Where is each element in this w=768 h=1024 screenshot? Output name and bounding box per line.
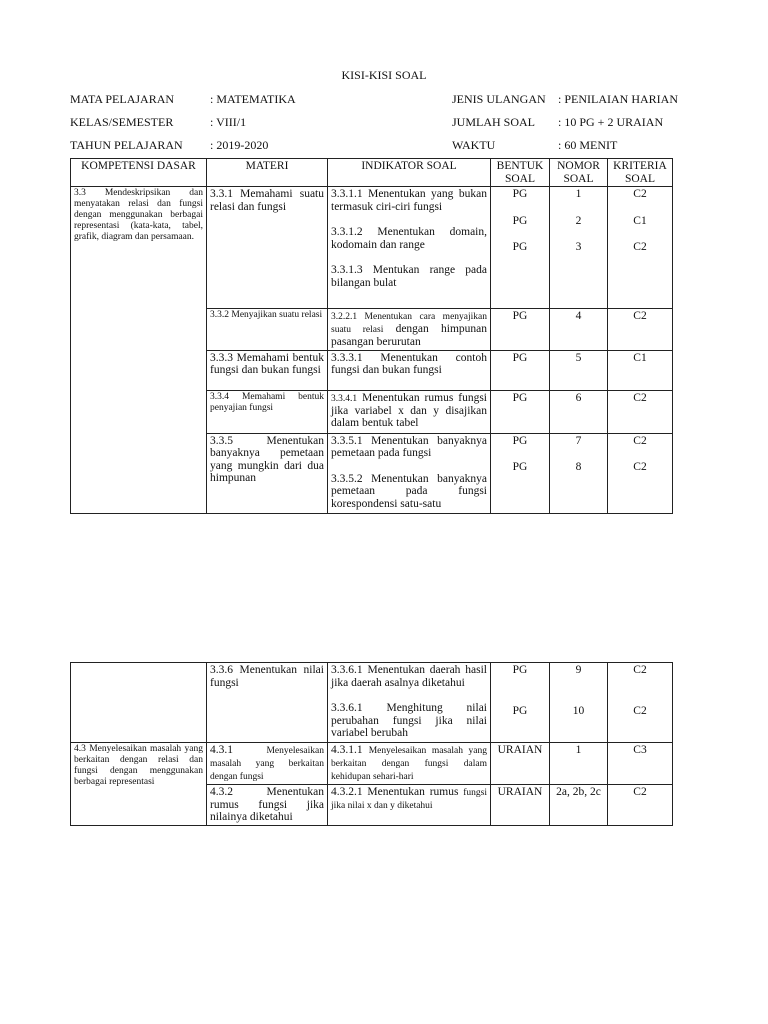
nomor-cell — [550, 663, 608, 743]
kriteria-cell — [608, 663, 673, 743]
bentuk-1: PG — [512, 188, 528, 200]
value-waktu: : 60 MENIT — [558, 138, 618, 152]
table-row — [71, 663, 673, 743]
indikator-3-2-2-1 — [328, 309, 491, 351]
indikator-3-3-4-1-b: Menentukan rumus fungsi jika variabel x dan y disajikan dalam bentuk tabel — [331, 391, 488, 429]
header-bentuk-soal: BENTUK SOAL — [491, 159, 550, 187]
kd-4-3: 4.3 Menyelesaikan masalah yang berkaitan dengan relasi dan fungsi dengan menggunakan berbagai representasi — [71, 743, 207, 826]
indikator-4-3-2-1 — [328, 785, 491, 826]
nomor-8: 8 — [575, 461, 582, 473]
nomor-9: 9 — [575, 664, 582, 676]
kriteria-cell — [608, 187, 673, 309]
indikator-3-3-5-1: 3.3.5.1 Menentukan banyaknya pemetaan pada fungsi — [331, 434, 487, 459]
kriteria-6: C2 — [608, 390, 673, 433]
label-waktu: WAKTU — [452, 138, 496, 152]
nomor-5: 5 — [550, 350, 608, 390]
bentuk-8: PG — [512, 461, 528, 473]
nomor-7: 7 — [575, 434, 582, 447]
indikator-3-3-6-1: 3.3.6.1 Menentukan daerah hasil jika daerah asalnya diketahui — [331, 664, 487, 689]
materi-3-3-2: 3.3.2 Menyajikan suatu relasi — [207, 309, 328, 351]
bentuk-cell — [491, 433, 550, 513]
bentuk-7: PG — [512, 434, 528, 447]
bentuk-5: PG — [491, 350, 550, 390]
header-kompetensi-dasar: KOMPETENSI DASAR — [71, 159, 207, 187]
indikator-3-3-1-1: 3.3.1.1 Menentukan yang bukan termasuk ciri-ciri fungsi — [331, 188, 487, 213]
nomor-3: 3 — [575, 241, 582, 253]
kisi-table-page-2 — [70, 662, 673, 826]
indikator-4-3-2-1-b: fungsi jika nilai x dan y diketahui — [331, 788, 487, 811]
nomor-2: 2 — [575, 214, 582, 227]
bentuk-4: PG — [491, 309, 550, 351]
materi-3-3-3: 3.3.3 Memahami bentuk fungsi dan bukan fungsi — [207, 350, 328, 390]
nomor-10: 10 — [572, 704, 585, 717]
bentuk-11: URAIAN — [491, 743, 550, 785]
value-tahun-pelajaran: : 2019-2020 — [210, 138, 269, 152]
indikator-3-3-1-3: 3.3.1.3 Mentukan range pada bilangan bulat — [331, 264, 487, 289]
kriteria-5: C1 — [608, 350, 673, 390]
indikator-4-3-1-1-a: 4.3.1.1 — [331, 744, 363, 756]
table-header-row — [71, 159, 673, 187]
kisi-table-page-1 — [70, 158, 673, 514]
nomor-1: 1 — [575, 188, 582, 200]
materi-3-3-1: 3.3.1 Memahami suatu relasi dan fungsi — [207, 187, 328, 309]
materi-3-3-6: 3.3.6 Menentukan nilai fungsi — [207, 663, 328, 743]
indikator-4-3-1-1-b: Menyelesaikan masalah yang berkaitan dengan fungsi dalam kehidupan sehari-hari — [331, 746, 487, 782]
value-jenis-ulangan: : PENILAIAN HARIAN — [558, 92, 678, 106]
header-nomor-soal: NOMOR SOAL — [550, 159, 608, 187]
indikator-3-3-4-1-a: 3.3.4.1 — [331, 393, 358, 404]
nomor-11: 1 — [550, 743, 608, 785]
materi-4-3-1 — [207, 743, 328, 785]
indikator-4-3-2-1-a: 4.3.2.1 Menentukan rumus — [331, 786, 459, 798]
kriteria-8: C2 — [633, 461, 647, 473]
indikator-3-3-5 — [328, 433, 491, 513]
indikator-3-2-2-1-a: 3.2.2.1 Menentukan cara menyajikan suatu relasi — [331, 312, 487, 335]
nomor-12: 2a, 2b, 2c — [550, 785, 608, 826]
nomor-4: 4 — [550, 309, 608, 351]
materi-3-3-4: 3.3.4 Memahami bentuk penyajian fungsi — [207, 390, 328, 433]
indikator-3-3-6 — [328, 663, 491, 743]
value-kelas-semester: : VIII/1 — [210, 115, 247, 129]
kriteria-1: C2 — [633, 188, 647, 200]
materi-4-3-1-a: 4.3.1 — [210, 744, 233, 756]
nomor-6: 6 — [550, 390, 608, 433]
label-jumlah-soal: JUMLAH SOAL — [452, 115, 536, 129]
document-title: KISI-KISI SOAL — [341, 68, 427, 82]
materi-4-3-2: 4.3.2 Menentukan rumus fungsi jika nilainya diketahui — [207, 785, 328, 826]
nomor-cell — [550, 187, 608, 309]
kriteria-2: C1 — [633, 214, 647, 227]
kriteria-12: C2 — [608, 785, 673, 826]
label-mata-pelajaran: MATA PELAJARAN — [70, 92, 175, 106]
indikator-3-3-6-2: 3.3.6.1 Menghitung nilai perubahan fungsi jika nilai variabel berubah — [331, 702, 487, 739]
table-row — [71, 743, 673, 785]
bentuk-10: PG — [512, 704, 528, 717]
kriteria-10: C2 — [633, 704, 647, 717]
indikator-4-3-1-1 — [328, 743, 491, 785]
bentuk-9: PG — [512, 664, 528, 676]
kriteria-cell — [608, 433, 673, 513]
bentuk-cell — [491, 187, 550, 309]
header-materi: MATERI — [207, 159, 328, 187]
kd-empty — [71, 663, 207, 743]
kriteria-3: C2 — [633, 241, 647, 253]
label-tahun-pelajaran: TAHUN PELAJARAN — [70, 138, 183, 152]
table-row — [71, 187, 673, 309]
bentuk-2: PG — [512, 214, 528, 227]
indikator-3-2-2-1-b: dengan himpunan pasangan berurutan — [331, 323, 487, 348]
nomor-cell — [550, 433, 608, 513]
value-mata-pelajaran: : MATEMATIKA — [210, 92, 296, 106]
label-jenis-ulangan: JENIS ULANGAN — [452, 92, 546, 106]
kriteria-11: C3 — [608, 743, 673, 785]
label-kelas-semester: KELAS/SEMESTER — [70, 115, 174, 129]
bentuk-6: PG — [491, 390, 550, 433]
bentuk-12: URAIAN — [491, 785, 550, 826]
header-indikator-soal: INDIKATOR SOAL — [328, 159, 491, 187]
bentuk-cell — [491, 663, 550, 743]
kriteria-7: C2 — [633, 434, 647, 447]
kriteria-4: C2 — [608, 309, 673, 351]
header-kriteria-soal: KRITERIA SOAL — [608, 159, 673, 187]
indikator-3-3-5-2: 3.3.5.2 Menentukan banyaknya pemetaan pada fungsi korespondensi satu-satu — [331, 472, 487, 510]
materi-4-3-1-b: Menyelesaikan masalah yang berkaitan dengan fungsi — [210, 746, 324, 782]
indikator-3-3-1-2: 3.3.1.2 Menentukan domain, kodomain dan range — [331, 226, 487, 251]
bentuk-3: PG — [512, 241, 528, 253]
indikator-3-3-1 — [328, 187, 491, 309]
kd-3-3: 3.3 Mendeskripsikan dan menyatakan relasi dan fungsi dengan menggunakan berbagai representasi (kata-kata, tabel, grafik, diagram dan persamaan. — [71, 187, 207, 514]
materi-3-3-5: 3.3.5 Menentukan banyaknya pemetaan yang mungkin dari dua himpunan — [207, 433, 328, 513]
indikator-3-3-4-1 — [328, 390, 491, 433]
indikator-3-3-3-1: 3.3.3.1 Menentukan contoh fungsi dan bukan fungsi — [328, 350, 491, 390]
value-jumlah-soal: : 10 PG + 2 URAIAN — [558, 115, 664, 129]
kriteria-9: C2 — [633, 664, 647, 676]
